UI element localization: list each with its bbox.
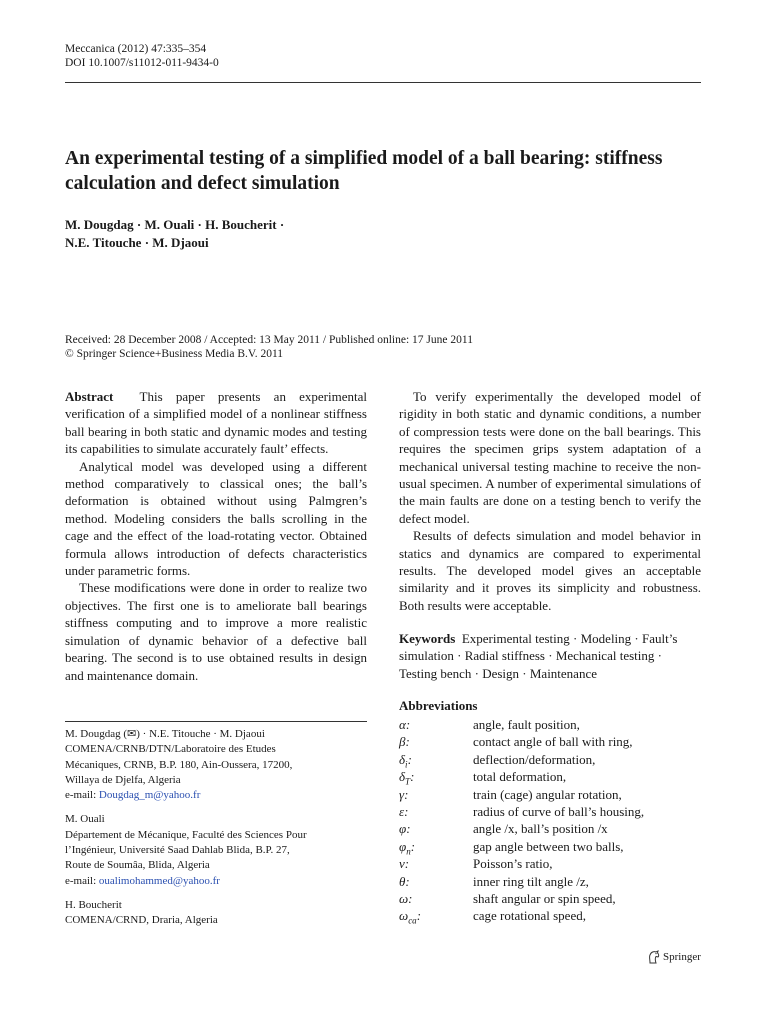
abbreviation-symbol: φ: (399, 821, 411, 837)
abbreviation-description: radius of curve of ball’s housing, (473, 803, 645, 819)
copyright-line: © Springer Science+Business Media B.V. 2011 (65, 348, 284, 360)
affiliation-block (65, 727, 367, 803)
affiliation-line: COMENA/CRNB/DTN/Laboratoire des Etudes (65, 743, 276, 756)
affiliation-names: H. Boucherit (65, 898, 122, 911)
author-line: M. Dougdag · M. Ouali · H. Boucherit · (65, 217, 285, 232)
affiliation-line: Mécaniques, CRNB, B.P. 180, Ain-Oussera, 17200, (65, 758, 293, 771)
email-link[interactable]: oualimohammed@yahoo.fr (98, 874, 220, 887)
abstract-label: Abstract (65, 389, 114, 404)
abstract-paragraph: Results of defects simulation and model behavior in statics and dynamics are compared to experimental results. The developed model gives an acceptable similarity and it proves its simplicity and robustness. Both results were acceptable. (399, 528, 701, 613)
abbreviation-description: train (cage) angular rotation, (473, 786, 622, 802)
keywords-block (399, 630, 701, 682)
affiliation-block (65, 898, 367, 929)
abbreviation-symbol: γ: (399, 786, 409, 802)
abbreviation-description: angle /x, ball’s position /x (473, 821, 608, 837)
author-list (65, 216, 284, 252)
received-dates: Received: 28 December 2008 / Accepted: 13 May 2011 / Published online: 17 June 2011 (65, 334, 473, 346)
doi: DOI 10.1007/s11012-011-9434-0 (65, 57, 219, 69)
affiliation-names: M. Ouali (65, 813, 105, 826)
journal-citation: Meccanica (2012) 47:335–354 (65, 43, 207, 55)
journal-header (65, 42, 219, 70)
affiliation-block (65, 812, 367, 888)
affiliation-names: M. Dougdag (✉) · N.E. Titouche · M. Djaoui (65, 728, 265, 740)
abbreviation-row (399, 890, 701, 907)
abbreviation-symbol: θ: (399, 873, 410, 889)
email-label: e-mail: (65, 789, 99, 802)
publisher-logo (647, 950, 701, 964)
abbreviation-row (399, 786, 701, 803)
abbreviation-row (399, 907, 701, 924)
paper-title: An experimental testing of a simplified model of a ball bearing: stiffness calculation and defect simulation (65, 148, 663, 194)
abbreviation-symbol: ω: (399, 890, 413, 906)
keywords-text: Experimental testing · Modeling · Fault’s simulation · Radial stiffness · Mechanical testing · Testing bench · Design · Maintenance (399, 631, 678, 681)
abstract-text: This paper presents an experimental verification of a simplified model of a nonlinear stiffness ball bearing in both static and dynamic modes and testing its capabilities to simulate accurately fault’ effects. (65, 389, 367, 457)
footnote-rule (65, 721, 367, 722)
affiliation-line: l’Ingénieur, Université Saad Dahlab Blida, B.P. 27, (65, 844, 290, 857)
email-link[interactable]: Dougdag_m@yahoo.fr (98, 789, 201, 802)
abbreviation-description: total deformation, (473, 769, 567, 785)
abbreviation-row (399, 733, 701, 750)
abbreviation-symbol: β: (399, 734, 410, 750)
abbreviation-row (399, 716, 701, 733)
abbreviation-description: shaft angular or spin speed, (473, 890, 616, 906)
abstract-paragraph: To verify experimentally the developed model of rigidity in both static and dynamic conditions, a number of compression tests were done on the ball bearings. This requires the specimen grips system adaptation of a mechanical universal testing machine to receive the non-usual specimen. A number of experimental simulations of the main faults are done on a testing bench to verify the defect model. (399, 389, 701, 526)
abbreviation-description: Poisson’s ratio, (473, 856, 553, 872)
abbreviation-description: contact angle of ball with ring, (473, 734, 633, 750)
email-line (65, 788, 367, 803)
springer-horse-icon (647, 950, 660, 964)
abbreviation-description: cage rotational speed, (473, 908, 586, 924)
abbreviation-description: angle, fault position, (473, 717, 580, 732)
abstract-paragraph: These modifications were done in order to realize two objectives. The first one is to ameliorate ball bearings stiffness computing and to improve a more realistic simulation of dynamic behavior of a defective ball bearing. The second is to use obtained results in design and maintenance domain. (65, 580, 367, 683)
abbreviation-symbol: $\omega_{ca}$: (399, 908, 422, 926)
abbreviation-description: inner ring tilt angle /z, (473, 873, 589, 889)
abbreviation-symbol: ν: (399, 856, 410, 872)
publication-history (65, 333, 473, 361)
abbreviation-row (399, 803, 701, 820)
abbreviation-symbol: α: (399, 717, 411, 732)
affiliation-line: Route de Soumâa, Blida, Algeria (65, 859, 210, 872)
abbreviation-symbol: $\varphi_n$: (399, 838, 416, 857)
abbreviation-row (399, 855, 701, 872)
abbreviation-description: deflection/deformation, (473, 751, 596, 767)
email-line (65, 874, 367, 889)
author-line: N.E. Titouche · M. Djaoui (65, 235, 209, 250)
abbreviation-row (399, 873, 701, 890)
abstract-right-column (399, 388, 701, 614)
header-rule (65, 82, 701, 83)
email-label: e-mail: (65, 874, 99, 887)
affiliations (65, 727, 367, 938)
abbreviation-row (399, 838, 701, 855)
abbreviation-row (399, 751, 701, 768)
abbreviation-symbol: ε: (399, 803, 409, 819)
abbreviation-description: gap angle between two balls, (473, 838, 624, 854)
abbreviation-row (399, 820, 701, 837)
abbreviations-heading: Abbreviations (399, 698, 478, 713)
affiliation-line: Département de Mécanique, Faculté des Sciences Pour (65, 828, 307, 841)
affiliation-line: Willaya de Djelfa, Algeria (65, 773, 181, 786)
affiliation-line: COMENA/CRND, Draria, Algeria (65, 914, 218, 927)
abbreviations-list (399, 716, 701, 925)
publisher-name: Springer (663, 951, 701, 963)
abstract-left-column (65, 388, 367, 684)
abbreviation-symbol: $\delta_T$: (399, 769, 415, 787)
abbreviation-row (399, 768, 701, 785)
keywords-label: Keywords (399, 631, 456, 646)
abstract-paragraph: Analytical model was developed using a different method comparatively to classical ones; the ball’s deformation is obtained without using Palmgren’s method. Modeling considers the balls scrolling in the cage and the effect of the load-rotating vector. Obtained formula allows introduction of defects characteristics under parametric forms. (65, 458, 367, 579)
abstract-paragraph (65, 388, 367, 458)
abbreviation-symbol: $\delta_i$: (399, 751, 412, 770)
